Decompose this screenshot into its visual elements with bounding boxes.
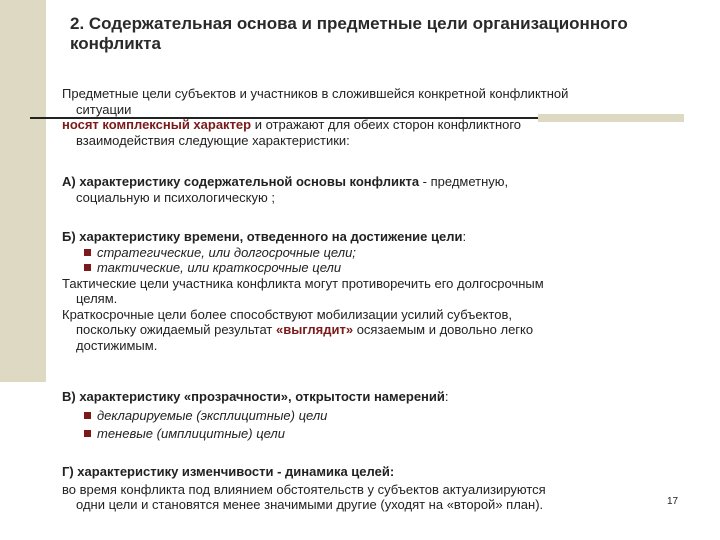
section-v-line-1	[62, 389, 692, 405]
square-bullet-icon	[84, 412, 91, 419]
sidebar-gap	[0, 382, 46, 540]
section-v-bullet-1	[62, 408, 692, 424]
section-b-p1-line-2: целям.	[76, 291, 118, 306]
section-a-line-2: социальную и психологическую ;	[76, 189, 275, 205]
page-number: 17	[667, 496, 679, 507]
square-bullet-icon	[84, 430, 91, 437]
section-b-bullet-2-text: тактические, или краткосрочные цели	[97, 260, 342, 275]
section-b-p2-line-2a: поскольку ожидаемый результат	[76, 322, 276, 337]
section-a	[62, 174, 692, 205]
section-v	[62, 389, 692, 442]
intro-line-3-rest: и отражают для обеих сторон конфликтного	[251, 117, 522, 132]
section-v-colon: :	[444, 389, 449, 404]
section-b-p2-line-2b: осязаемым и довольно легко	[353, 322, 534, 337]
section-b-bullet-1	[62, 245, 692, 261]
intro-line-1: Предметные цели субъектов и участников в сложившейся конкретной конфликтной	[62, 86, 569, 101]
section-b-colon: :	[462, 229, 467, 244]
intro-line-4: взаимодействия следующие характеристики:	[76, 132, 350, 148]
section-a-rest: - предметную,	[419, 174, 509, 189]
section-b-heading: Б) характеристику времени, отведенного на достижение цели	[62, 229, 463, 244]
intro-emphasis: носят комплексный характер	[62, 117, 252, 132]
square-bullet-icon	[84, 264, 91, 271]
intro-line-3	[62, 117, 692, 133]
slide-title	[70, 14, 690, 54]
section-b-p2-line-2	[62, 322, 692, 338]
title-line-1: 2. Содержательная основа и предметные цели организационного	[70, 14, 628, 33]
section-b-line-1	[62, 229, 692, 245]
intro-line-2: ситуации	[76, 101, 132, 117]
section-g	[62, 464, 692, 513]
section-b-bullet-1-text: стратегические, или долгосрочные цели;	[97, 244, 356, 260]
section-v-bullet-1-text: декларируемые (эксплицитные) цели	[97, 407, 328, 423]
section-g-heading: Г) характеристику изменчивости - динамика целей:	[62, 464, 395, 479]
section-v-bullet-2-text: теневые (имплицитные) цели	[97, 426, 285, 441]
section-v-bullet-2	[62, 426, 692, 442]
section-b-p2-line-1: Краткосрочные цели более способствуют мобилизации усилий субъектов,	[62, 306, 512, 322]
section-b-bullet-2	[62, 260, 692, 276]
section-v-heading: В) характеристику «прозрачности», открытости намерений	[62, 389, 445, 404]
square-bullet-icon	[84, 249, 91, 256]
title-line-2: конфликта	[70, 34, 161, 53]
section-b-p2-line-3: достижимым.	[76, 337, 158, 353]
section-g-line-2: одни цели и становятся менее значимыми другие (уходят на «второй» план).	[76, 497, 544, 512]
section-a-heading: А) характеристику содержательной основы конфликта	[62, 174, 420, 189]
section-a-line-1	[62, 174, 692, 190]
section-b-p1-line-1: Тактические цели участника конфликта могут противоречить его долгосрочным	[62, 275, 544, 291]
section-b-emphasis: «выглядит»	[275, 322, 354, 337]
intro-paragraph	[62, 86, 692, 148]
section-g-line-1: во время конфликта под влиянием обстоятельств у субъектов актуализируются	[62, 481, 546, 497]
section-b	[62, 229, 692, 353]
